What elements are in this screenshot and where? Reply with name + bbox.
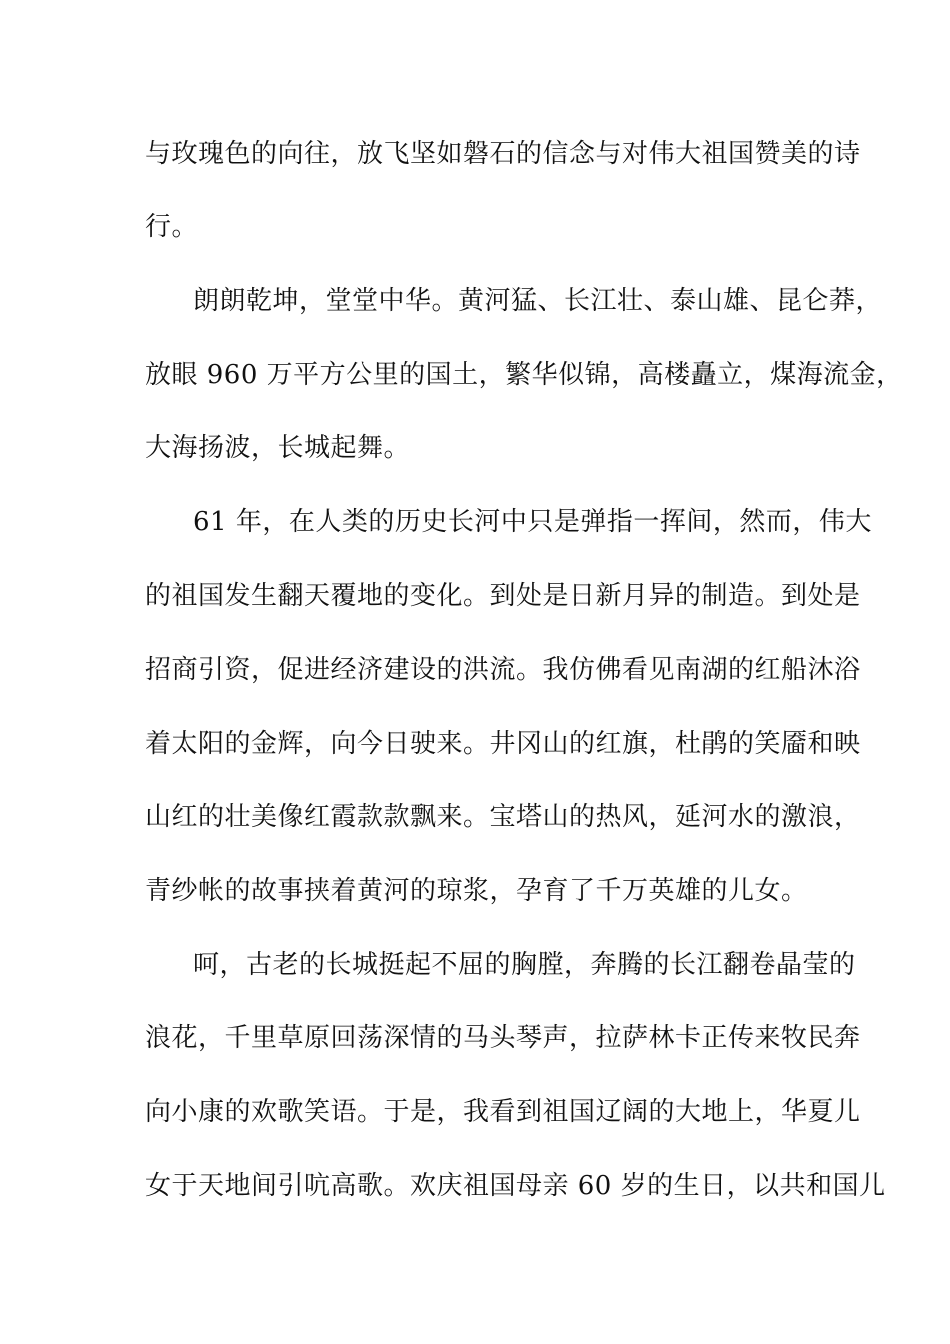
text-line: 浪花，千里草原回荡深情的马头琴声，拉萨林卡正传来牧民奔 bbox=[145, 1023, 861, 1053]
text-line: 山红的壮美像红霞款款飘来。宝塔山的热风，延河水的激浪， bbox=[145, 802, 861, 832]
text-line: 与玫瑰色的向往，放飞坚如磐石的信念与对伟大祖国赞美的诗 bbox=[145, 139, 861, 169]
paragraph-first-line: 61 年，在人类的历史长河中只是弹指一挥间，然而，伟大 bbox=[193, 507, 872, 537]
text-line: 青纱帐的故事挟着黄河的琼浆，孕育了千万英雄的儿女。 bbox=[145, 876, 808, 906]
text-line: 大海扬波，长城起舞。 bbox=[145, 433, 411, 463]
text-line: 放眼 960 万平方公里的国土，繁华似锦，高楼矗立，煤海流金， bbox=[145, 360, 903, 390]
text-line: 着太阳的金辉，向今日驶来。井冈山的红旗，杜鹃的笑靥和映 bbox=[145, 729, 861, 759]
text-line: 向小康的欢歌笑语。于是，我看到祖国辽阔的大地上，华夏儿 bbox=[145, 1097, 861, 1127]
text-line: 招商引资，促进经济建设的洪流。我仿佛看见南湖的红船沐浴 bbox=[145, 655, 861, 685]
paragraph-first-line: 朗朗乾坤，堂堂中华。黄河猛、长江壮、泰山雄、昆仑莽， bbox=[193, 286, 883, 316]
text-line: 的祖国发生翻天覆地的变化。到处是日新月异的制造。到处是 bbox=[145, 581, 861, 611]
paragraph-first-line: 呵，古老的长城挺起不屈的胸膛，奔腾的长江翻卷晶莹的 bbox=[193, 950, 856, 980]
text-line: 女于天地间引吭高歌。欢庆祖国母亲 60 岁的生日，以共和国儿 bbox=[145, 1171, 886, 1201]
text-line: 行。 bbox=[145, 212, 199, 242]
